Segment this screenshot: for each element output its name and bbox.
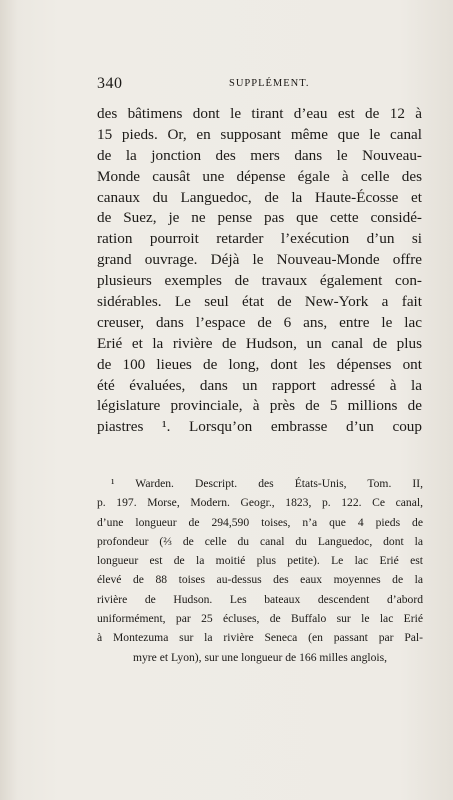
footnote-line: à Montezuma sur la rivière Seneca (en passant par Pal- [97,631,423,645]
body-line: de la jonction des mers dans le Nouveau- [97,146,422,164]
footnote-line: profondeur (⅔ de celle du canal du Languedoc, dont la [97,534,423,548]
footnote-line: élevé de 88 toises au-dessus des eaux moyennes de la [97,573,423,587]
page-header [97,75,417,95]
body-line: Monde causât une dépense égale à celle des [97,167,422,185]
body-line: de Suez, je ne pense pas que cette considé- [97,209,422,227]
footnote-line: uniformément, par 25 écluses, de Buffalo sur le lac Erié [97,612,423,626]
body-line: des bâtimens dont le tirant d’eau est de 12 à [97,105,422,122]
body-line: ration pourroit retarder l’exécution d’un si [97,230,422,248]
body-line: creuser, dans l’espace de 6 ans, entre le lac [97,313,422,331]
body-line: été évaluées, dans un rapport adressé à la [97,376,422,394]
footnote-line: myre et Lyon), sur une longueur de 166 milles anglois, [132,650,388,664]
body-line: Erié et la rivière de Hudson, un canal de plus [97,334,422,352]
footnotes [97,474,423,667]
footnote-line: d’une longueur de 294,590 toises, n’a que 4 pieds de [97,515,423,529]
footnote-line: p. 197. Morse, Modern. Geogr., 1823, p. 122. Ce canal, [97,496,423,510]
footnote-line: longueur est de la moitié plus petite). Le lac Erié est [97,554,423,568]
page-number: 340 [97,75,123,92]
footnote-line: rivière de Hudson. Les bateaux descendent d’abord [97,592,423,606]
body-line: grand ouvrage. Déjà le Nouveau-Monde offre [97,251,422,269]
body-line: canaux du Languedoc, de la Haute-Écosse et [97,188,422,206]
main-text [97,104,422,438]
body-line: plusieurs exemples de travaux également con- [97,272,422,290]
body-line: 15 pieds. Or, en supposant même que le canal [97,125,422,143]
footnote-line: ¹ Warden. Descript. des États-Unis, Tom. II, [111,477,423,490]
running-head: SUPPLÉMENT. [229,78,310,89]
body-line: de 100 lieues de long, dont les dépenses ont [97,355,422,373]
body-line: législature provinciale, à près de 5 millions de [97,397,422,415]
body-line: piastres ¹. Lorsqu’on embrasse d’un coup [97,418,422,436]
body-line: sidérables. Le seul état de New-York a fait [97,293,422,311]
